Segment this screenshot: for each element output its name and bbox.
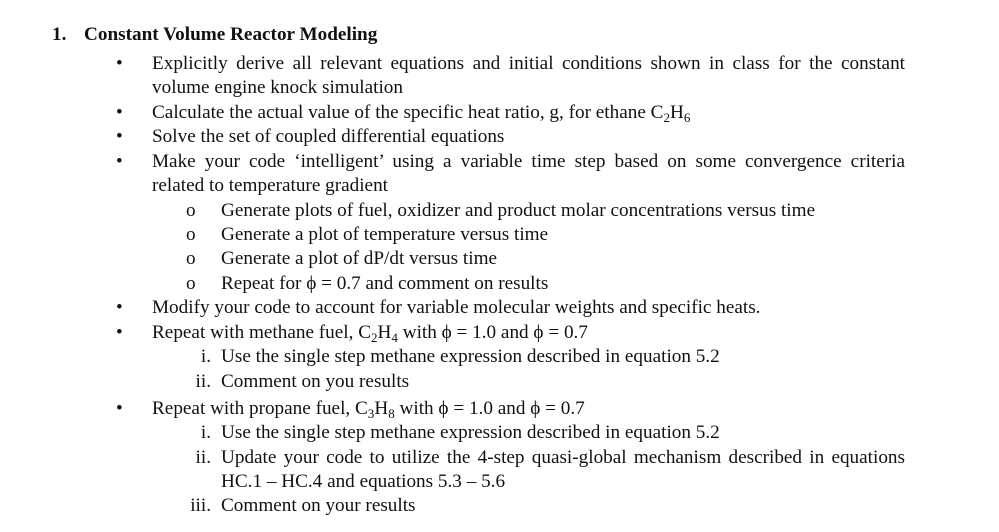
hydrogen-symbol: H [377,322,392,343]
carbon-subscript: 2 [371,329,378,345]
methane-subitem: Use the single step methane expression described in equation 5.2 [221,346,720,367]
modify-item: Modify your code to account for variable molecular weights and specific heats. [152,297,761,318]
hydrogen-symbol: H [374,398,389,419]
propane-subitem: Update your code to utilize the 4-step quasi-global mechanism described in equations HC.1 – HC.4 and equations 5.3 – 5.6 [221,447,905,493]
bullet-dot: • [116,102,123,123]
sub-bullet-marker: o [186,200,196,221]
propane-subitem: Comment on your results [221,495,416,516]
hydrogen-subscript: 6 [683,109,691,125]
bullet-dot: • [116,126,123,147]
hydrogen-subscript: 8 [388,405,395,421]
section-number: 1. [52,24,67,45]
section-heading [52,23,377,47]
solve-item: Solve the set of coupled differential equations [152,126,505,147]
methane-condition: with ϕ = 1.0 and ϕ = 0.7 [397,322,588,343]
plot-item: Generate plots of fuel, oxidizer and product molar concentrations versus time [221,200,816,221]
heat-ratio-text: Calculate the actual value of the specific heat ratio, g, for ethane C [152,102,664,123]
section-title: Constant Volume Reactor Modeling [84,24,378,45]
propane-item [152,397,905,421]
bullet-dot: • [116,322,123,343]
plot-item: Generate a plot of temperature versus time [221,224,549,245]
roman-numeral: ii. [195,447,211,468]
heat-ratio-item [152,101,905,125]
sub-bullet-marker: o [186,248,196,269]
plot-item: Generate a plot of dP/dt versus time [221,248,498,269]
methane-text: Repeat with methane fuel, C [152,322,371,343]
propane-text: Repeat with propane fuel, C [152,398,368,419]
plot-item: Repeat for ϕ = 0.7 and comment on results [221,273,549,294]
bullet-dot: • [116,398,123,419]
bullet-dot: • [116,151,123,172]
derive-item: Explicitly derive all relevant equations and initial conditions shown in class for the constant volume engine knock simulation [152,53,905,99]
sub-bullet-marker: o [186,224,196,245]
carbon-subscript: 2 [663,109,670,125]
sub-bullet-marker: o [186,273,196,294]
roman-numeral: ii. [195,371,211,392]
roman-numeral: i. [200,422,211,443]
carbon-subscript: 3 [367,405,375,421]
propane-subitem: Use the single step methane expression described in equation 5.2 [221,422,720,443]
hydrogen-symbol: H [669,102,684,123]
hydrogen-subscript: 4 [391,329,398,345]
roman-numeral: i. [200,346,211,367]
bullet-dot: • [116,53,123,74]
propane-condition: with ϕ = 1.0 and ϕ = 0.7 [394,398,585,419]
intelligent-item: Make your code ‘intelligent’ using a variable time step based on some convergence criteria related to temperature gradient [152,151,905,197]
methane-item [152,321,905,345]
bullet-dot: • [116,297,123,318]
roman-numeral: iii. [190,495,211,516]
methane-subitem: Comment on you results [221,371,410,392]
